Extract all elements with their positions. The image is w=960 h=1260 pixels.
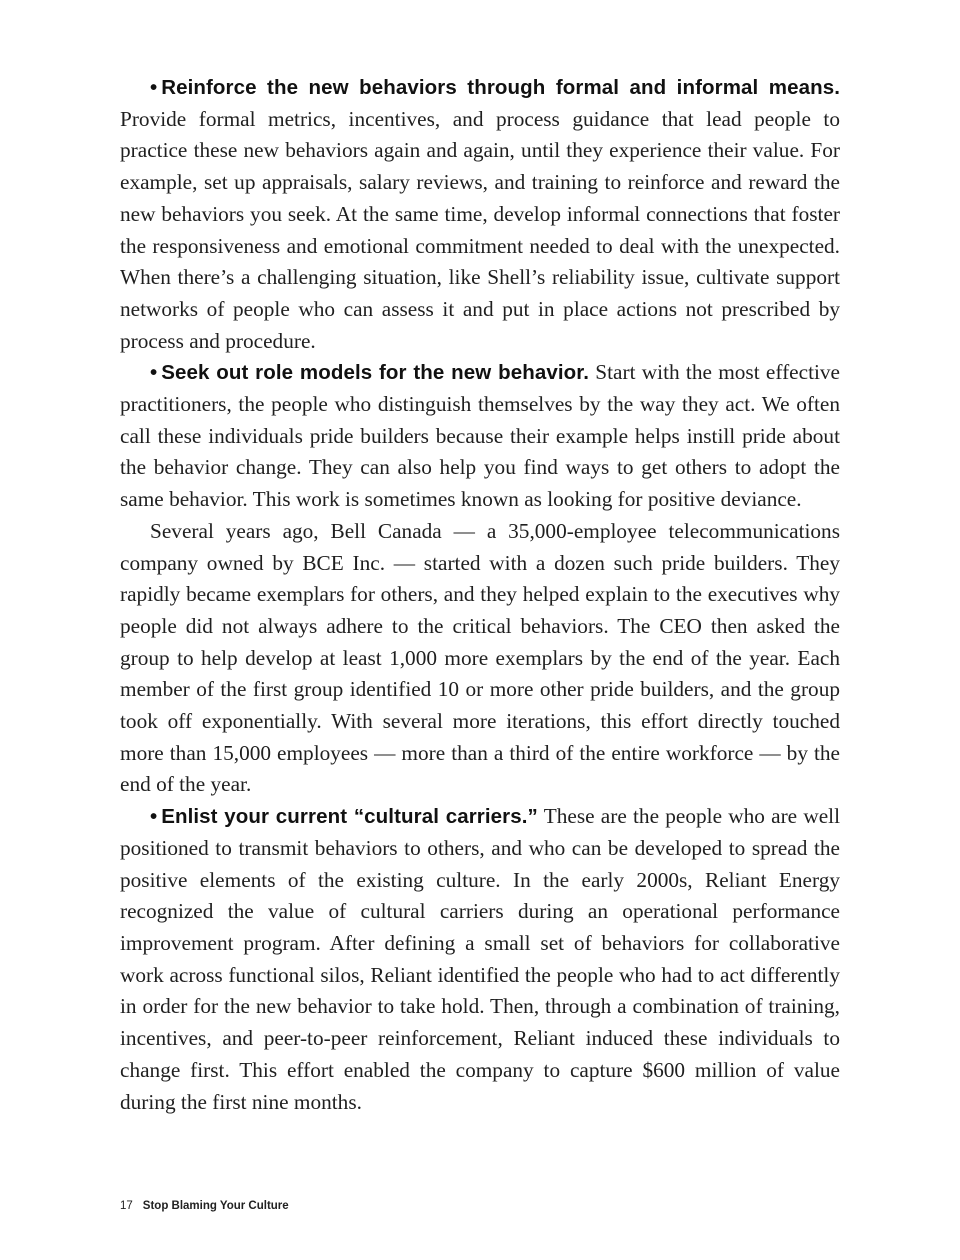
page-number: 17 — [120, 1200, 133, 1212]
bullet-icon: • — [150, 805, 158, 829]
bullet-heading-reinforce: Reinforce the new behaviors through formal and informal means. — [161, 76, 840, 99]
paragraph-cultural-carriers — [120, 801, 840, 1118]
paragraph-role-models — [120, 357, 840, 516]
page-footer — [120, 1200, 289, 1212]
bullet-icon: • — [150, 361, 158, 385]
page-body — [120, 72, 840, 1118]
bullet-heading-cultural-carriers: Enlist your current “cultural carriers.” — [161, 805, 538, 829]
paragraph-text: Start with the most effective practitioners, the people who distinguish themselves by the way they act. We often call these individuals pride builders because their example helps instill pride about the behavior change. They can also help you find ways to get others to adopt the same behavior. This work is sometimes known as looking for positive deviance. — [120, 360, 840, 512]
paragraph-text: These are the people who are well positioned to transmit behaviors to others, and who can be developed to spread the positive elements of the existing culture. In the early 2000s, Reliant Energy recognized the value of cultural carriers during an operational performance improvement program. After defining a small set of behaviors for collaborative work across functional silos, Reliant identified the people who had to act differently in order for the new behavior to take hold. Then, through a combination of training, incentives, and peer-to-peer reinforcement, Reliant induced these individuals to change first. This effort enabled the company to capture $600 million of value during the first nine months. — [120, 804, 841, 1114]
footer-title: Stop Blaming Your Culture — [142, 1200, 289, 1212]
paragraph-text: Provide formal metrics, incentives, and process guidance that lead people to practice these new behaviors again and again, until they experience their value. For example, set up appraisals, salary reviews, and training to reinforce and reward the new behaviors you seek. At the same time, develop informal connections that foster the responsiveness and emotional commitment needed to deal with the unexpected. When there’s a challenging situation, like Shell’s reliability issue, cultivate support networks of people who can assess it and put in place actions not prescribed by process and procedure. — [120, 106, 840, 353]
bullet-heading-role-models: Seek out role models for the new behavior. — [161, 361, 589, 385]
paragraph-bell-canada — [120, 516, 840, 801]
paragraph-text: Several years ago, Bell Canada — a 35,000-employee telecommunications company owned by BCE Inc. — started with a dozen such pride builders. They rapidly became exemplars for others, and they helped explain to the executives why people did not always adhere to the critical behaviors. The CEO then asked the group to help develop at least 1,000 more exemplars by the end of the year. Each member of the first group identified 10 or more other pride builders, and the group took off exponentially. With several more iterations, this effort directly touched more than 15,000 employees — more than a third of the entire workforce — by the end of the year. — [120, 518, 840, 797]
bullet-icon: • — [150, 76, 158, 99]
paragraph-reinforce-behaviors — [120, 72, 840, 357]
